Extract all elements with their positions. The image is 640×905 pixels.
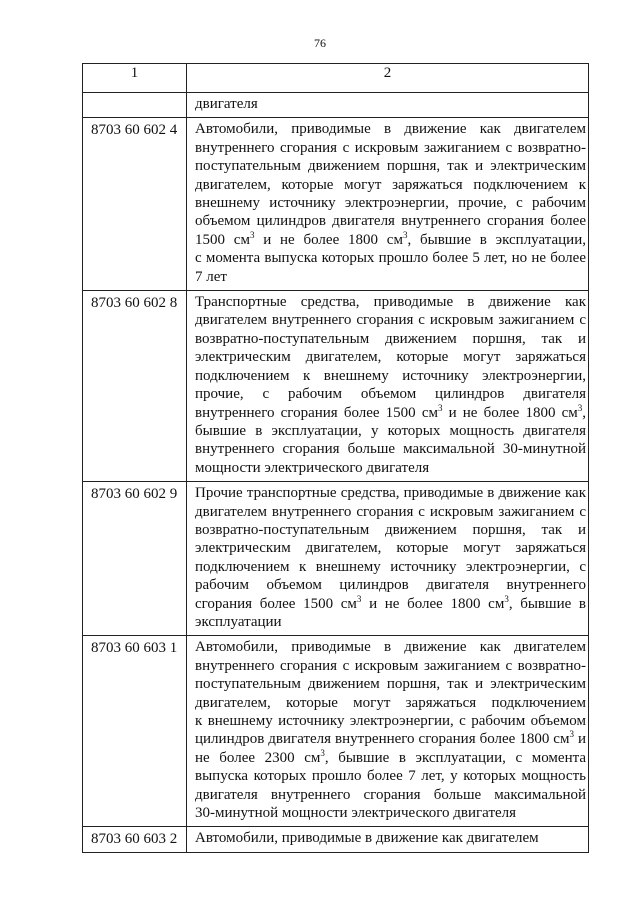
description-cell <box>187 482 589 636</box>
description-line: 30-минутной мощности электрического двигателя <box>195 805 517 822</box>
description-line: Транспортные средства, приводимые в движение как <box>195 294 586 311</box>
description-line: электрическим двигателем, которые могут заряжаться <box>195 540 586 557</box>
description-line: выпуска которых прошло более 7 лет, у которых мощность <box>195 768 586 785</box>
table-row <box>83 291 589 482</box>
description-line: поступательным движением поршня, так и электрическим <box>195 158 586 175</box>
header-cell-2: 2 <box>187 64 589 93</box>
tariff-code-cell: 8703 60 603 2 <box>83 827 187 852</box>
description-line: цилиндров двигателя внутреннего сгорания более 1800 $см^3$ и <box>195 729 586 748</box>
description-line: Автомобили, приводимые в движение как двигателем <box>195 121 586 138</box>
description-line: 1500 $см^3$ и не более 1800 $см^3$, бывшие в эксплуатации, <box>195 229 586 248</box>
description-line: двигателем внутреннего сгорания с искровым зажиганием с <box>195 503 586 520</box>
description-line: электрическим двигателем, которые могут заряжаться <box>195 349 586 366</box>
description-line: объемом цилиндров двигателя внутреннего сгорания более <box>195 213 586 230</box>
table-header-row <box>83 64 589 93</box>
tariff-code-cell <box>83 93 187 118</box>
description-line: прочие, с рабочим объемом цилиндров двигателя <box>195 386 586 403</box>
description-line: подключением к внешнему источнику электроэнергии, <box>195 367 586 384</box>
description-line: к внешнему источнику электроэнергии, с рабочим объемом <box>195 713 586 729</box>
description-line: не более 2300 $см^3$, бывшие в эксплуатации, с момента <box>195 747 586 766</box>
description-line: Автомобили, приводимые в движение как двигателем <box>195 830 539 847</box>
description-line: Прочие транспортные средства, приводимые в движение как <box>195 485 586 502</box>
table-row <box>83 636 589 827</box>
description-cell <box>187 827 589 852</box>
page-number: 76 <box>314 36 326 50</box>
description-line: сгорания более 1500 $см^3$ и не более 1800 $см^3$, бывшие в <box>195 593 586 612</box>
description-line: бывшие в эксплуатации, у которых мощность двигателя <box>195 422 586 439</box>
description-cell <box>187 291 589 482</box>
description-line: двигателя <box>195 96 258 112</box>
tariff-table <box>82 63 589 853</box>
description-line: возвратно-поступательным движением поршня, так и <box>195 330 586 347</box>
description-cell <box>187 93 589 118</box>
description-line: подключением к внешнему источнику электроэнергии, с <box>195 558 586 575</box>
description-line: внутреннего сгорания с искровым зажиганием с возвратно- <box>195 657 586 674</box>
tariff-code-cell: 8703 60 603 1 <box>83 636 187 827</box>
description-line: поступательным движением поршня, так и электрическим <box>195 676 586 693</box>
tariff-code-cell: 8703 60 602 9 <box>83 482 187 636</box>
table-row <box>83 827 589 852</box>
description-line: двигателем, которые могут заряжаться подключением <box>195 694 586 711</box>
description-line: эксплуатации <box>195 613 282 630</box>
description-cell <box>187 636 589 827</box>
table-row <box>83 118 589 291</box>
description-line: внутреннего сгорания с искровым зажиганием с возвратно- <box>195 139 586 156</box>
description-line: двигателем внутреннего сгорания с искровым зажиганием с <box>195 312 586 329</box>
description-line: возвратно-поступательным движением поршня, так и <box>195 521 586 538</box>
description-cell <box>187 118 589 291</box>
description-line: с момента выпуска которых прошло более 5 лет, но не более <box>195 250 586 267</box>
tariff-code-cell: 8703 60 602 8 <box>83 291 187 482</box>
description-line: внутреннего сгорания более 1500 $см^3$ и не более 1800 $см^3$, <box>195 402 586 421</box>
description-line: двигателем, которые могут заряжаться подключением к <box>195 176 586 193</box>
description-line: 7 лет <box>195 268 227 285</box>
table-row <box>83 93 589 118</box>
table-row <box>83 482 589 636</box>
description-line: рабочим объемом цилиндров двигателя внутреннего <box>195 577 586 594</box>
description-line: мощности электрического двигателя <box>195 459 430 476</box>
tariff-code-cell: 8703 60 602 4 <box>83 118 187 291</box>
description-line: Автомобили, приводимые в движение как двигателем <box>195 639 586 656</box>
description-line: внешнему источнику электроэнергии, прочие, с рабочим <box>195 195 586 212</box>
description-line: двигателя внутреннего сгорания больше максимальной <box>195 786 586 803</box>
header-cell-1: 1 <box>83 64 187 93</box>
description-line: внутреннего сгорания больше максимальной 30-минутной <box>195 441 586 458</box>
